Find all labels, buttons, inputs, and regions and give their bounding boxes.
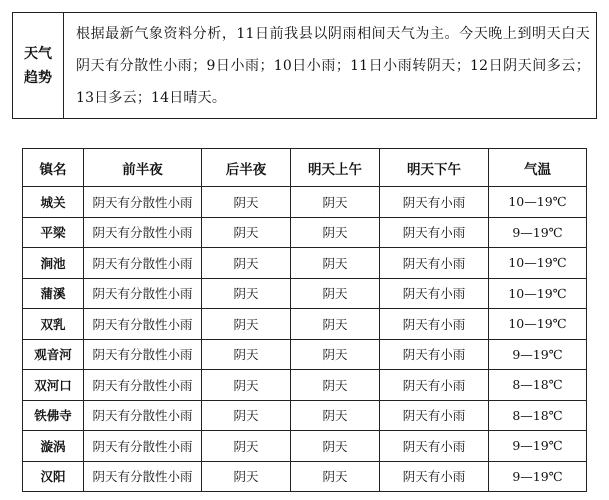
cell-temperature: 9—19℃	[489, 217, 587, 248]
cell-tomorrow-afternoon: 阴天有小雨	[380, 339, 489, 370]
cell-temperature: 10—19℃	[489, 248, 587, 279]
cell-town-name: 双河口	[23, 370, 84, 401]
trend-label-line2: 趋势	[24, 69, 52, 86]
cell-first-half-night: 阴天有分散性小雨	[84, 187, 202, 218]
cell-temperature: 10—19℃	[489, 278, 587, 309]
cell-tomorrow-afternoon: 阴天有小雨	[380, 309, 489, 340]
cell-tomorrow-afternoon: 阴天有小雨	[380, 187, 489, 218]
table-row	[23, 309, 587, 340]
cell-tomorrow-morning: 阴天	[291, 278, 380, 309]
cell-tomorrow-afternoon: 阴天有小雨	[380, 278, 489, 309]
cell-town-name: 城关	[23, 187, 84, 218]
cell-temperature: 9—19℃	[489, 339, 587, 370]
cell-first-half-night: 阴天有分散性小雨	[84, 431, 202, 462]
cell-tomorrow-morning: 阴天	[291, 461, 380, 492]
town-forecast-table	[22, 148, 587, 492]
cell-temperature: 10—19℃	[489, 309, 587, 340]
cell-tomorrow-morning: 阴天	[291, 187, 380, 218]
cell-town-name: 铁佛寺	[23, 400, 84, 431]
header-tomorrow-morning: 明天上午	[291, 149, 380, 187]
cell-tomorrow-morning: 阴天	[291, 248, 380, 279]
cell-first-half-night: 阴天有分散性小雨	[84, 248, 202, 279]
header-second-half-night: 后半夜	[202, 149, 291, 187]
cell-tomorrow-afternoon: 阴天有小雨	[380, 370, 489, 401]
cell-temperature: 8—18℃	[489, 400, 587, 431]
cell-first-half-night: 阴天有分散性小雨	[84, 370, 202, 401]
cell-temperature: 9—19℃	[489, 431, 587, 462]
cell-first-half-night: 阴天有分散性小雨	[84, 400, 202, 431]
table-body	[23, 187, 587, 492]
cell-temperature: 9—19℃	[489, 461, 587, 492]
cell-second-half-night: 阴天	[202, 339, 291, 370]
cell-town-name: 双乳	[23, 309, 84, 340]
cell-second-half-night: 阴天	[202, 370, 291, 401]
weather-trend-box	[12, 12, 597, 119]
cell-second-half-night: 阴天	[202, 187, 291, 218]
cell-second-half-night: 阴天	[202, 217, 291, 248]
cell-tomorrow-morning: 阴天	[291, 431, 380, 462]
cell-tomorrow-morning: 阴天	[291, 309, 380, 340]
cell-second-half-night: 阴天	[202, 400, 291, 431]
cell-first-half-night: 阴天有分散性小雨	[84, 278, 202, 309]
header-tomorrow-afternoon: 明天下午	[380, 149, 489, 187]
table-row	[23, 217, 587, 248]
cell-tomorrow-afternoon: 阴天有小雨	[380, 431, 489, 462]
cell-temperature: 8—18℃	[489, 370, 587, 401]
table-header-row	[23, 149, 587, 187]
cell-second-half-night: 阴天	[202, 278, 291, 309]
cell-tomorrow-morning: 阴天	[291, 400, 380, 431]
cell-second-half-night: 阴天	[202, 461, 291, 492]
cell-town-name: 蒲溪	[23, 278, 84, 309]
trend-text: 根据最新气象资料分析，11日前我县以阴雨相间天气为主。今天晚上到明天白天阴天有分散性小雨；9日小雨；10日小雨；11日小雨转阴天；12日阴天间多云；13日多云；14日晴天。	[64, 13, 597, 119]
cell-town-name: 涧池	[23, 248, 84, 279]
cell-town-name: 观音河	[23, 339, 84, 370]
trend-label-line1: 天气	[24, 45, 52, 62]
header-temperature: 气温	[489, 149, 587, 187]
table-row	[23, 248, 587, 279]
cell-first-half-night: 阴天有分散性小雨	[84, 217, 202, 248]
cell-tomorrow-afternoon: 阴天有小雨	[380, 248, 489, 279]
cell-tomorrow-afternoon: 阴天有小雨	[380, 461, 489, 492]
table-row	[23, 187, 587, 218]
cell-tomorrow-morning: 阴天	[291, 339, 380, 370]
table-row	[23, 370, 587, 401]
cell-tomorrow-afternoon: 阴天有小雨	[380, 400, 489, 431]
cell-tomorrow-morning: 阴天	[291, 370, 380, 401]
cell-town-name: 汉阳	[23, 461, 84, 492]
cell-temperature: 10—19℃	[489, 187, 587, 218]
cell-town-name: 平梁	[23, 217, 84, 248]
header-town-name: 镇名	[23, 149, 84, 187]
table-row	[23, 278, 587, 309]
table-row	[23, 431, 587, 462]
cell-first-half-night: 阴天有分散性小雨	[84, 309, 202, 340]
cell-second-half-night: 阴天	[202, 309, 291, 340]
table-row	[23, 339, 587, 370]
trend-label	[13, 13, 64, 119]
cell-town-name: 漩涡	[23, 431, 84, 462]
cell-first-half-night: 阴天有分散性小雨	[84, 339, 202, 370]
cell-second-half-night: 阴天	[202, 248, 291, 279]
table-row	[23, 461, 587, 492]
cell-first-half-night: 阴天有分散性小雨	[84, 461, 202, 492]
cell-tomorrow-morning: 阴天	[291, 217, 380, 248]
header-first-half-night: 前半夜	[84, 149, 202, 187]
table-row	[23, 400, 587, 431]
cell-second-half-night: 阴天	[202, 431, 291, 462]
cell-tomorrow-afternoon: 阴天有小雨	[380, 217, 489, 248]
